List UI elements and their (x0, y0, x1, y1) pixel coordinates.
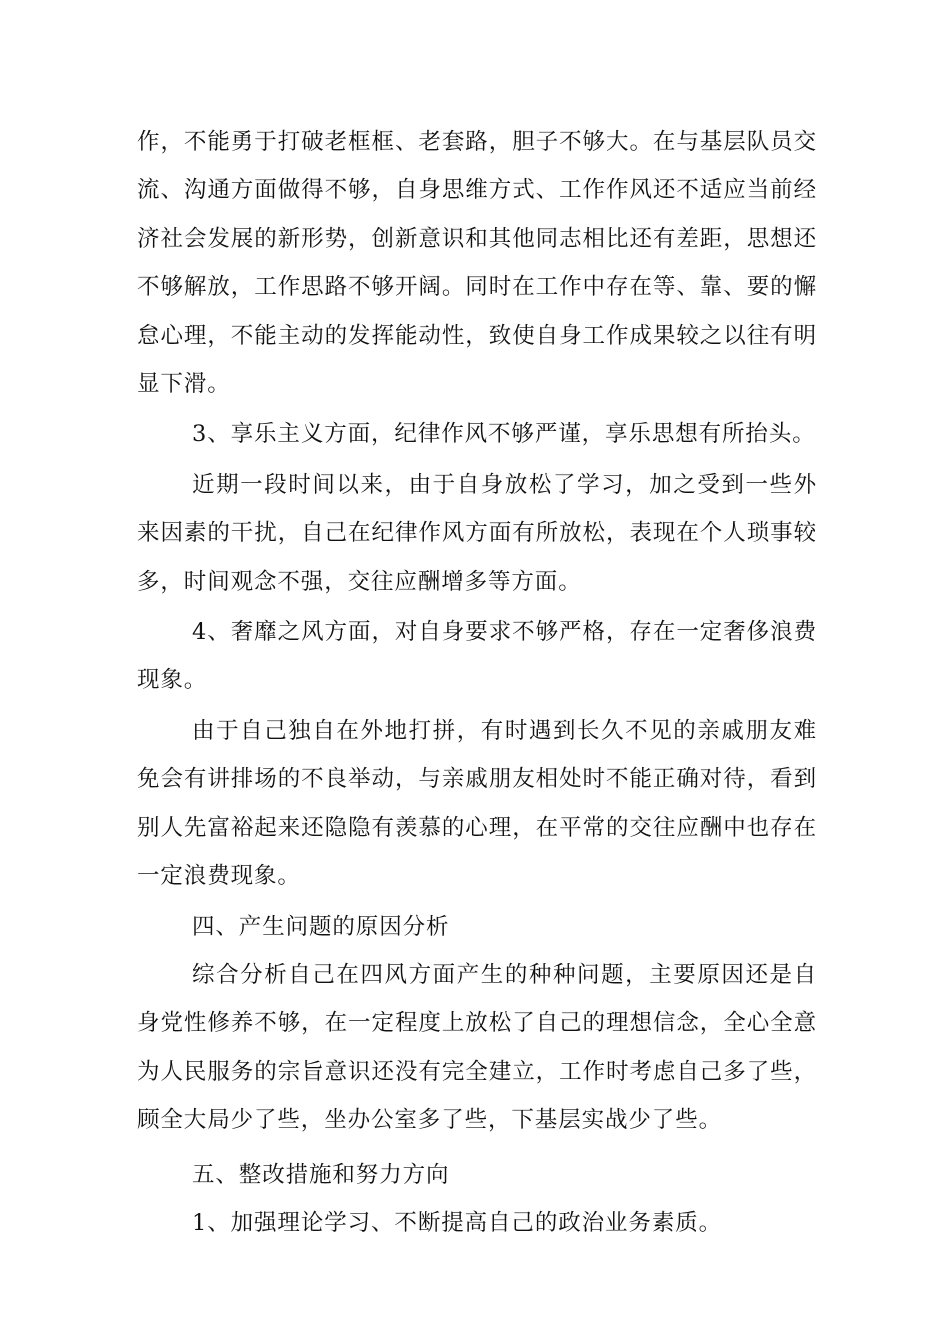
paragraph-extravagance-heading: 4、奢靡之风方面，对自身要求不够严格，存在一定奢侈浪费现象。 (137, 619, 817, 694)
section-heading-rectification: 五、整改措施和努力方向 (192, 1161, 450, 1188)
paragraph-cause-analysis: 综合分析自己在四风方面产生的种种问题，主要原因还是自身党性修养不够，在一定程度上放松了自己的理想信念，全心全意为人民服务的宗旨意识还没有完全建立，工作时考虑自己多了些，顾全大局少了些，坐办公室多了些，下基层实战少了些。 (137, 961, 817, 1134)
paragraph-measure-1: 1、加强理论学习、不断提高自己的政治业务素质。 (192, 1209, 723, 1236)
document-body (137, 118, 817, 1247)
section-heading-cause-analysis: 四、产生问题的原因分析 (192, 913, 450, 940)
paragraph-hedonism-heading: 3、享乐主义方面，纪律作风不够严谨，享乐思想有所抬头。 (192, 421, 816, 448)
paragraph-extravagance-body: 由于自己独自在外地打拼，有时遇到长久不见的亲戚朋友难免会有讲排场的不良举动，与亲戚朋友相处时不能正确对待，看到别人先富裕起来还隐隐有羡慕的心理，在平常的交往应酬中也存在一定浪费现象。 (137, 717, 817, 890)
paragraph-hedonism-body: 近期一段时间以来，由于自身放松了学习，加之受到一些外来因素的干扰，自己在纪律作风方面有所放松，表现在个人琐事较多，时间观念不强，交往应酬增多等方面。 (137, 471, 817, 595)
paragraph-continuation: 作，不能勇于打破老框框、老套路，胆子不够大。在与基层队员交流、沟通方面做得不够，自身思维方式、工作作风还不适应当前经济社会发展的新形势，创新意识和其他同志相比还有差距，思想还不够解放，工作思路不够开阔。同时在工作中存在等、靠、要的懈怠心理，不能主动的发挥能动性，致使自身工作成果较之以往有明显下滑。 (137, 129, 817, 398)
